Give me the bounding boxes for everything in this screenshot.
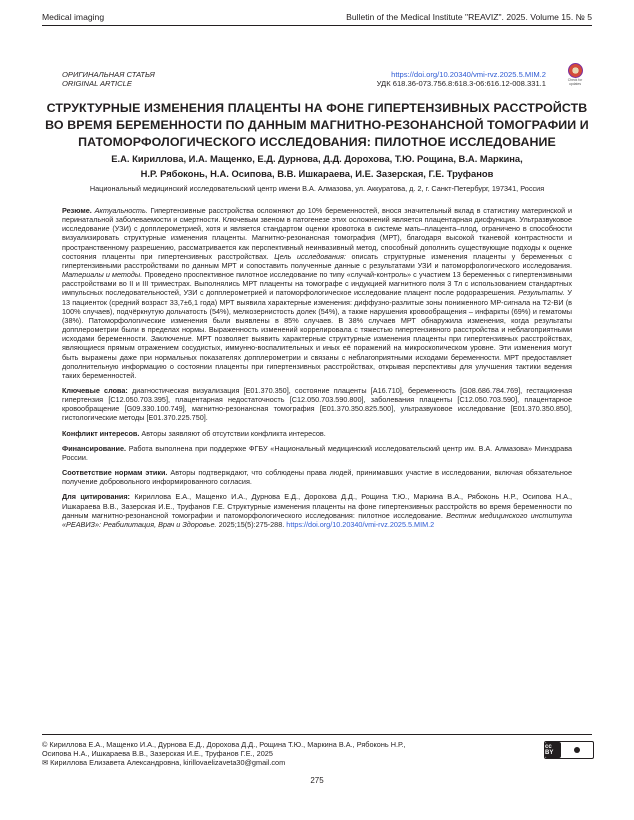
conclusion-text: МРТ позволяет выявить характерные структурные изменения плаценты при гипертензивных расстройствах, являющиеся прямым отражением сосудистых, иммунно-воспалительных и иных её поражений на микроскопическом уровне. Эти изменения могут быть выражены даже при нормальных показателях допплерометрии и связаны с неблагоприятными исходами беременности. МРТ предоставляет дополнительную информацию о состоянии плаценты при гипертензивных расстройствах, открывая перспективы для улучшения тактики ведения таких беременностей. [62,334,572,380]
abstract [62,206,572,380]
conclusion-label: Заключение. [150,334,194,344]
citation-text: Кириллова Е.А., Мащенко И.А., Дурнова Е.Д., Дорохова Д.Д., Рощина Т.Ю., Маркина В.А., Рябоконь Н.Р., Осипова Н.А., Ишкараева В.В., Зазерская И.Е., Труфанов Г.Е. Структурные изменения плаценты на фоне гипертензивных расстройств во время беременности по данным магнитно-резонансной томографии и патоморфологического исследования: пилотное исследование. [62,492,572,520]
aim-label: Цель исследования: [274,251,346,261]
check-for-updates-badge[interactable] [564,63,586,87]
article-title: СТРУКТУРНЫЕ ИЗМЕНЕНИЯ ПЛАЦЕНТЫ НА ФОНЕ ГИПЕРТЕНЗИВНЫХ РАССТРОЙСТВ ВО ВРЕМЯ БЕРЕМЕННОСТИ ПО ДАННЫМ МАГНИТНО-РЕЗОНАНСНОЙ ТОМОГРАФИИ И ПАТОМОРФОЛОГИЧЕСКОГО ИССЛЕДОВАНИЯ: ПИЛОТНОЕ ИССЛЕДОВАНИЕ [45,101,589,149]
funding [62,444,572,462]
citation-ref: 2025;15(5):275-288. [218,519,285,529]
relevance-label: Актуальность. [94,206,148,215]
methods-text: Проведено проспективное пилотное исследование по типу «случай-контроль» с участием 13 беременных с гипертензивными расстройствами во II и III триместрах. Выполнялись МРТ плаценты на томографе с индукцией магнитного поля 3 Тл с использованием стандартных импульсных последовательностей, УЗИ с допплерометрией и патоморфологическое исследование плацент после родоразрешения. [62,270,573,298]
crossmark-icon [568,63,583,78]
article-type [62,70,155,88]
correspondence-email[interactable]: ✉ Кириллова Елизавета Александровна, kirillovaelizaveta30@gmail.com [42,758,286,768]
header-rule [42,25,592,26]
affiliation: Национальный медицинский исследовательский центр имени В.А. Алмазова, ул. Аккуратова, д. 2, г. Санкт-Петербург, 197341, Россия [89,184,545,193]
citation-journal: Вестник медицинского института «РЕАВИЗ»: Реабилитация, Врач и Здоровье. [62,510,572,529]
keywords-label: Ключевые слова: [62,385,128,395]
header-journal: Bulletin of the Medical Institute "REAVIZ". 2025. Volume 15. № 5 [346,12,592,22]
header-section: Medical imaging [42,12,105,22]
ethics-text: Авторы подтверждают, что соблюдены права людей, принимавших участие в исследовании, включая обязательное получение добровольного информированного согласия. [62,468,572,487]
copyright-line-2: Осипова Н.А., Ишкараева В.В., Зазерская И.Е., Труфанов Г.Е., 2025 [42,749,273,759]
article-type-ru: ОРИГИНАЛЬНАЯ СТАТЬЯ [62,70,155,79]
copyright-line-1: © Кириллова Е.А., Мащенко И.А., Дурнова Е.Д., Дорохова Д.Д., Рощина Т.Ю., Маркина В.А., Рябоконь Н.Р., [42,740,406,749]
funding-label: Финансирование. [62,443,127,453]
results-label: Результаты. [518,288,565,298]
badge-label: Check for updates [567,78,583,86]
author-list [50,152,584,181]
page-number: 275 [310,776,324,785]
relevance-text: Гипертензивные расстройства осложняют до 10% беременностей, внося значительный вклад в статистику материнской и перинатальной заболеваемости и смертности. Ключевым звеном в патогенезе этих осложнений является плацентарная дисфункция. Ультразвуковое исследование (УЗИ) с допплерометрией, хотя и является стандартом оценки кровотока в системе мать–плацента–плод, ограничено в способности визуализировать структурные изменения плаценты. Магнитно-резонансная томография (МРТ), благодаря высокой тканевой контрастности и пространственному разрешению, рассматривается как перспективный неинвазивный метод, способный дополнить существующие подходы к оценке состояния плаценты при гипертензивных расстройствах. [62,206,572,261]
ethics-label: Соответствие нормам этики. [62,468,168,478]
article-front-matter [62,206,572,535]
citation-doi-link[interactable]: https://doi.org/10.20340/vmi-rvz.2025.5.MIM.2 [286,519,435,529]
doi-link[interactable]: https://doi.org/10.20340/vmi-rvz.2025.5.MIM.2 [391,70,546,79]
authors-line-2: Н.Р. Рябоконь, Н.А. Осипова, В.В. Ишкараева, И.Е. Зазерская, Г.Е. Труфанов [140,167,494,179]
conflict-text: Авторы заявляют об отсутствии конфликта интересов. [141,428,326,438]
funding-text: Работа выполнена при поддержке ФГБУ «Национальный медицинский исследовательский центр им. В.А. Алмазова» Минздрава России. [62,443,573,462]
attribution-icon [574,747,580,753]
methods-label: Материалы и методы. [62,270,143,280]
footer-rule [42,734,592,735]
cc-icon: cc BY [545,742,561,758]
doi-block [377,70,546,88]
conflict-label: Конфликт интересов. [62,428,140,438]
cc-license-badge[interactable] [544,741,594,759]
keywords-text: диагностическая визуализация [E01.370.350], состояние плаценты [A16.710], беременность [G08.686.784.769], гестационная гипертензия [C12.050.703.395], плацентарная недостаточность [C12.050.703.590.800], заболевания плаценты [C12.050.703.590], плацентарное кровообращение [G09.330.100.749], магнитно-резонансная томография [E01.370.350.825.500], ультразвуковое исследование [E01.370.350.850], гистологические методы [E01.370.225.750]. [62,385,572,423]
citation [62,492,572,529]
ethics [62,468,572,486]
conflict-of-interest [62,429,572,438]
footer [42,740,512,767]
authors-line-1: Е.А. Кириллова, И.А. Мащенко, Е.Д. Дурнова, Д.Д. Дорохова, Т.Ю. Рощина, В.А. Маркина, [111,153,523,164]
udk: УДК 618.36-073.756.8:618.3-06:616.12-008.331.1 [376,79,546,89]
article-type-en: ORIGINAL ARTICLE [62,79,132,89]
keywords [62,386,572,423]
citation-label: Для цитирования: [62,492,130,502]
running-header [42,12,592,22]
results-text: У 13 пациенток (средний возраст 33,7±6,1 года) МРТ выявила характерные изменения: диффузно-разлитые зоны пониженного МР-сигнала на Т2-ВИ (в 100% случаев), подчёркнутую дольчатость (54%), мелкозернистость долек (54%), а также нарушения кровообращения – инфаркты (69%) и гематомы (38%). Патоморфологические изменения были выявлены в 85% случаев. В 38% случаев МРТ обнаружила изменения, когда результаты допплерометрии были в пределах нормы. Выраженность изменений коррелировала с тяжестью гипертензивного расстройства и неблагоприятными исходами беременности. [62,288,572,344]
abstract-label: Резюме. [62,206,92,215]
aim-text: описать структурные изменения плаценты у беременных с гипертензивными расстройствами по данным МРТ и сопоставить полученные данные с результатами УЗИ и патоморфологического исследования. [62,251,572,270]
